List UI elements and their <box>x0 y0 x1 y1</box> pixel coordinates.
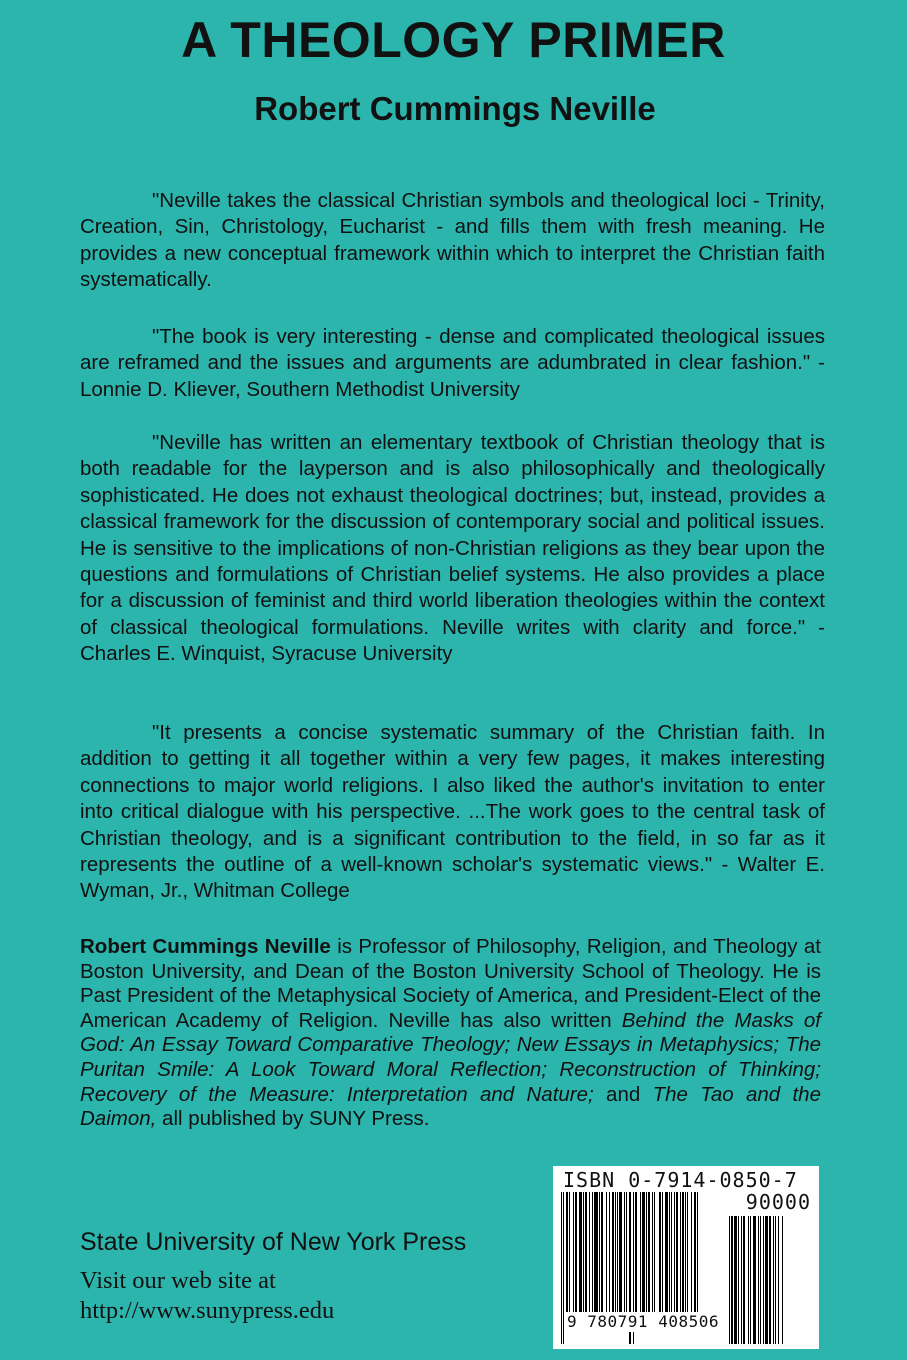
author-bio-books-1: Behind the Masks of God: An Essay Toward Comparative Theology; New Essays in Metaphysics; The Puritan Smile: A Look Toward Moral Reflection; Reconstruction of Thinking; Recovery of the Measure: Interpretation and Nature; <box>80 1008 821 1106</box>
barcode-bar <box>606 1192 607 1322</box>
author-bio-text-2: and <box>593 1082 653 1106</box>
barcode-bar <box>731 1216 733 1344</box>
barcode-bar <box>674 1192 675 1322</box>
endorsement-quote-2: "The book is very interesting - dense and complicated theological issues are reframed and the issues and arguments are adumbrated in clear fashion." - Lonnie D. Kliever, Southern Methodist University <box>80 325 825 401</box>
barcode-bar <box>665 1192 668 1322</box>
book-author: Robert Cummings Neville <box>254 90 656 127</box>
barcode-bar <box>750 1216 751 1344</box>
barcode-bar <box>763 1216 764 1344</box>
author-bio-books-2: The Tao and the Daimon, <box>80 1082 821 1131</box>
barcode-bar <box>778 1216 779 1344</box>
barcode-bar <box>599 1192 600 1322</box>
barcode-bar <box>680 1192 681 1322</box>
barcode-bar <box>773 1216 774 1344</box>
barcode-bar <box>753 1216 756 1344</box>
barcode-bar <box>640 1192 641 1322</box>
book-title: A THEOLOGY PRIMER <box>181 12 726 68</box>
barcode-bar <box>648 1192 650 1322</box>
isbn-number: ISBN 0-7914-0850-7 <box>563 1168 798 1192</box>
barcode-bar <box>687 1192 688 1322</box>
barcode-bar <box>635 1192 637 1322</box>
barcode-bar <box>585 1192 587 1322</box>
barcode-bar <box>769 1216 771 1344</box>
barcode-bar <box>624 1192 625 1322</box>
barcode-bar <box>748 1216 749 1344</box>
author-bio-name: Robert Cummings Neville <box>80 935 331 958</box>
barcode-bar <box>592 1192 593 1322</box>
barcode-bar <box>642 1192 645 1322</box>
barcode-bar <box>691 1192 692 1322</box>
author-bio-text-1: is Professor of Philosophy, Religion, and Theology at Boston University, and Dean of the Boston University School of Theology. He is Past President of the Metaphysical Society of America, and President-Elect of the American Academy of Religion. Neville has also written <box>80 935 822 1032</box>
barcode-bar <box>671 1192 672 1322</box>
barcode-bar <box>669 1192 670 1322</box>
endorsement-quote-4: "It presents a concise systematic summary of the Christian faith. In addition to getting it all together within a very few pages, it makes interesting connections to major world religions. I also liked the author's invitation to enter into critical dialogue with his perspective. ...The work goes to the central task of Christian theology, and is a significant contribution to the field, in so far as it represents the outline of a well-known scholar's systematic views." - Walter E. Wyman, Jr., Whitman College <box>80 721 825 903</box>
barcode-bar <box>619 1192 622 1322</box>
website-prompt: Visit our web site at <box>80 1267 276 1294</box>
barcode-bar <box>741 1216 742 1344</box>
barcode-bar <box>652 1192 653 1322</box>
barcode-bar <box>626 1192 627 1322</box>
barcode-bar <box>685 1192 686 1322</box>
website-url[interactable]: http://www.sunypress.edu <box>80 1297 335 1324</box>
barcode-bar <box>694 1192 696 1322</box>
barcode-bar <box>612 1192 614 1322</box>
ean-number: 9 780791 408506 <box>567 1312 719 1331</box>
publisher-name: State University of New York Press <box>80 1228 467 1256</box>
barcode-bar <box>729 1216 730 1344</box>
barcode-bar <box>575 1192 577 1322</box>
barcode-bar <box>697 1192 698 1322</box>
barcode-bar <box>563 1192 564 1344</box>
endorsement-quote-3: "Neville has written an elementary textbook of Christian theology that is both readable for the layperson and is also philosophically and theologically sophisticated. He does not exhaust theological doctrines; but, instead, provides a classical framework for the discussion of contemporary social and political issues. He is sensitive to the implications of non-Christian religions as they bear upon the questions and formulations of Christian belief systems. He also provides a place for a discussion of feminist and third world liberation theologies within the context of classical theological formulations. Neville writes with clarity and force." - Charles E. Winquist, Syracuse University <box>80 431 825 666</box>
barcode-bar <box>579 1192 582 1322</box>
barcode-bar <box>743 1216 745 1344</box>
barcode-bar <box>569 1192 570 1322</box>
price-code: 90000 <box>745 1190 811 1214</box>
barcode-bar <box>659 1192 661 1322</box>
barcode-bar <box>589 1192 590 1322</box>
barcode-bar <box>654 1192 655 1322</box>
barcode-bar <box>765 1216 768 1344</box>
barcode-bar <box>782 1216 783 1344</box>
author-bio-text-3: all published by SUNY Press. <box>156 1107 430 1131</box>
barcode-bar <box>609 1192 610 1322</box>
barcode-bar <box>601 1192 603 1322</box>
barcode-bar <box>760 1216 761 1344</box>
barcode-bar <box>617 1192 618 1322</box>
addon-barcode-bars <box>729 1216 809 1344</box>
barcode-bar <box>561 1192 562 1344</box>
barcode-bar <box>594 1192 598 1322</box>
barcode-bar <box>573 1192 574 1322</box>
barcode-bar <box>775 1216 776 1344</box>
barcode-bar <box>583 1192 584 1322</box>
barcode-bar <box>758 1216 759 1344</box>
barcode-bar <box>662 1192 663 1322</box>
barcode-bar <box>615 1192 616 1322</box>
barcode-bar <box>738 1216 739 1344</box>
barcode-bar <box>646 1192 647 1322</box>
barcode-bar <box>734 1216 737 1344</box>
author-bio <box>80 935 821 1132</box>
barcode-bar <box>566 1192 568 1322</box>
barcode-bar <box>682 1192 684 1322</box>
barcode-bar <box>676 1192 678 1322</box>
endorsement-quote-1: "Neville takes the classical Christian symbols and theological loci - Trinity, Creation, Sin, Christology, Eucharist - and fills them with fresh meaning. He provides a new conceptual framework within which to interpret the Christian faith systematically. <box>80 189 825 292</box>
isbn-barcode <box>553 1166 819 1349</box>
